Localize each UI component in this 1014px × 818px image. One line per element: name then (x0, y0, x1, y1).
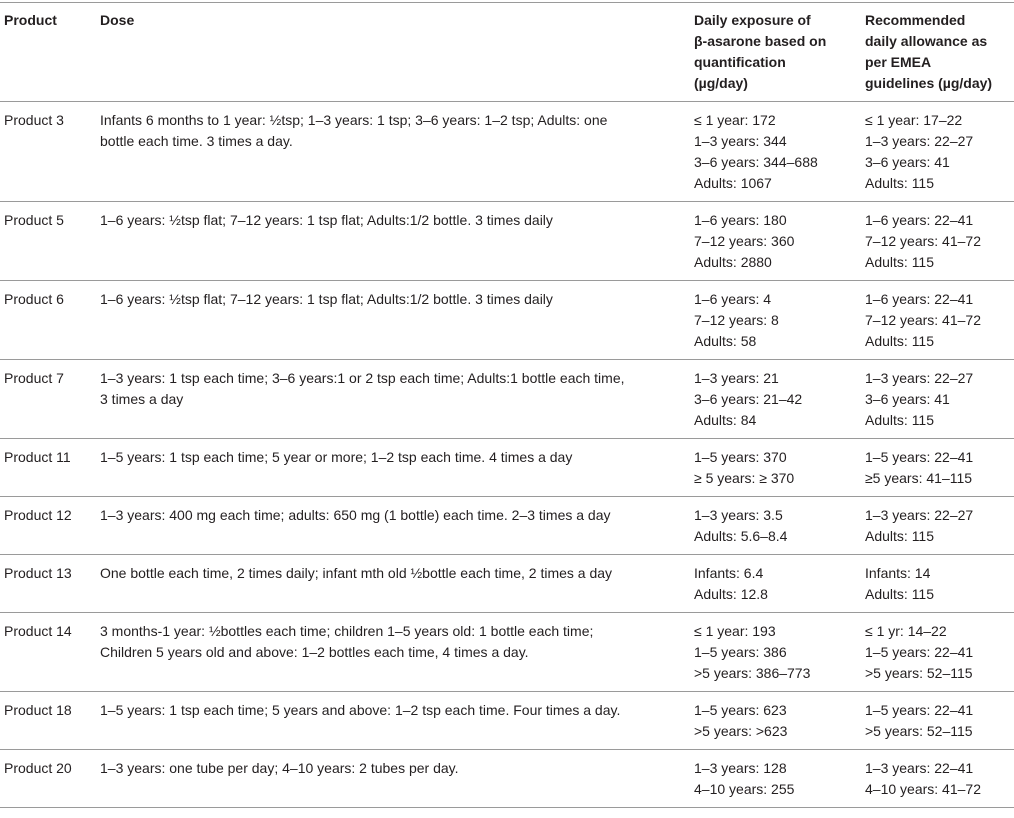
cell-line: 1–6 years: 4 (694, 291, 772, 307)
header-dose: Dose (100, 12, 135, 28)
cell-line: 1–5 years: 1 tsp each time; 5 years and above: 1–2 tsp each time. Four times a day. (100, 702, 621, 718)
dose-cell (100, 555, 694, 613)
table-row (0, 555, 1014, 613)
recommended-allowance-cell (865, 613, 1014, 692)
header-line: per EMEA (865, 54, 932, 70)
cell-line: Adults: 58 (694, 333, 757, 349)
cell-line: 1–6 years: 22–41 (865, 291, 974, 307)
header-line: daily allowance as (865, 33, 988, 49)
asarone-exposure-table (0, 2, 1014, 808)
daily-exposure-cell (694, 281, 865, 360)
table-row (0, 281, 1014, 360)
cell-line: Adults: 84 (694, 412, 757, 428)
recommended-allowance-cell (865, 202, 1014, 281)
recommended-allowance-cell (865, 439, 1014, 497)
table-row (0, 439, 1014, 497)
cell-line: Adults: 115 (865, 175, 935, 191)
table-row (0, 497, 1014, 555)
cell-line: One bottle each time, 2 times daily; infant mth old ½bottle each time, 2 times a day (100, 565, 613, 581)
recommended-allowance-cell (865, 360, 1014, 439)
recommended-allowance-cell (865, 750, 1014, 808)
daily-exposure-cell (694, 102, 865, 202)
cell-line: 1–5 years: 386 (694, 644, 787, 660)
daily-exposure-cell (694, 750, 865, 808)
product-cell: Product 20 (4, 760, 72, 776)
table-row (0, 360, 1014, 439)
product-cell: Product 6 (4, 291, 64, 307)
cell-line: 1–5 years: 22–41 (865, 702, 974, 718)
cell-line: Adults: 115 (865, 528, 935, 544)
table-row (0, 692, 1014, 750)
table-row (0, 102, 1014, 202)
cell-line: Infants: 6.4 (694, 565, 764, 581)
cell-line: Adults: 12.8 (694, 586, 768, 602)
cell-line: 3–6 years: 41 (865, 154, 950, 170)
daily-exposure-cell (694, 613, 865, 692)
cell-line: 7–12 years: 360 (694, 233, 795, 249)
cell-line: 7–12 years: 41–72 (865, 233, 981, 249)
cell-line: Infants: 14 (865, 565, 931, 581)
cell-line: 1–5 years: 623 (694, 702, 787, 718)
cell-line: 7–12 years: 8 (694, 312, 779, 328)
table-row (0, 750, 1014, 808)
daily-exposure-cell (694, 555, 865, 613)
cell-line: >5 years: 52–115 (865, 723, 973, 739)
cell-line: 3–6 years: 344–688 (694, 154, 818, 170)
cell-line: 1–3 years: 1 tsp each time; 3–6 years:1 or 2 tsp each time; Adults:1 bottle each time, (100, 370, 625, 386)
cell-line: Children 5 years old and above: 1–2 bottles each time, 4 times a day. (100, 644, 529, 660)
cell-line: 1–5 years: 1 tsp each time; 5 year or more; 1–2 tsp each time. 4 times a day (100, 449, 573, 465)
cell-line: 3–6 years: 41 (865, 391, 950, 407)
cell-line: ≤ 1 year: 17–22 (865, 112, 963, 128)
cell-line: 3–6 years: 21–42 (694, 391, 803, 407)
header-line: β-asarone based on (694, 33, 827, 49)
cell-line: Infants 6 months to 1 year: ½tsp; 1–3 years: 1 tsp; 3–6 years: 1–2 tsp; Adults: one (100, 112, 608, 128)
cell-line: bottle each time. 3 times a day. (100, 133, 293, 149)
cell-line: ≥ 5 years: ≥ 370 (694, 470, 795, 486)
cell-line: Adults: 115 (865, 412, 935, 428)
dose-cell (100, 497, 694, 555)
cell-line: 4–10 years: 255 (694, 781, 795, 797)
product-cell: Product 7 (4, 370, 64, 386)
cell-line: Adults: 2880 (694, 254, 772, 270)
cell-line: 1–3 years: 3.5 (694, 507, 783, 523)
header-daily-exposure (694, 3, 865, 102)
daily-exposure-cell (694, 439, 865, 497)
cell-line: 1–6 years: 180 (694, 212, 787, 228)
daily-exposure-cell (694, 202, 865, 281)
cell-line: 1–6 years: ½tsp flat; 7–12 years: 1 tsp flat; Adults:1/2 bottle. 3 times daily (100, 212, 553, 228)
product-cell: Product 14 (4, 623, 72, 639)
cell-line: 4–10 years: 41–72 (865, 781, 981, 797)
cell-line: 1–3 years: 22–41 (865, 760, 974, 776)
recommended-allowance-cell (865, 281, 1014, 360)
dose-cell (100, 613, 694, 692)
dose-cell (100, 439, 694, 497)
cell-line: ≤ 1 year: 193 (694, 623, 776, 639)
daily-exposure-cell (694, 497, 865, 555)
cell-line: 1–5 years: 22–41 (865, 449, 974, 465)
product-cell: Product 12 (4, 507, 72, 523)
product-cell: Product 3 (4, 112, 64, 128)
header-recommended-allowance (865, 3, 1014, 102)
recommended-allowance-cell (865, 102, 1014, 202)
cell-line: Adults: 115 (865, 586, 935, 602)
recommended-allowance-cell (865, 555, 1014, 613)
header-row (0, 3, 1014, 102)
cell-line: 1–3 years: one tube per day; 4–10 years: 2 tubes per day. (100, 760, 459, 776)
cell-line: 1–3 years: 22–27 (865, 507, 974, 523)
product-cell: Product 18 (4, 702, 72, 718)
dose-cell (100, 750, 694, 808)
cell-line: 1–5 years: 370 (694, 449, 787, 465)
cell-line: 1–3 years: 400 mg each time; adults: 650 mg (1 bottle) each time. 2–3 times a day (100, 507, 611, 523)
recommended-allowance-cell (865, 497, 1014, 555)
dose-cell (100, 281, 694, 360)
product-cell: Product 5 (4, 212, 64, 228)
product-cell: Product 11 (4, 449, 71, 465)
recommended-allowance-cell (865, 692, 1014, 750)
cell-line: Adults: 5.6–8.4 (694, 528, 788, 544)
cell-line: Adults: 115 (865, 333, 935, 349)
cell-line: 3 months-1 year: ½bottles each time; children 1–5 years old: 1 bottle each time; (100, 623, 594, 639)
daily-exposure-cell (694, 692, 865, 750)
header-line: (µg/day) (694, 75, 748, 91)
cell-line: 1–3 years: 22–27 (865, 370, 974, 386)
header-line: guidelines (µg/day) (865, 75, 993, 91)
header-line: quantification (694, 54, 786, 70)
cell-line: Adults: 1067 (694, 175, 772, 191)
cell-line: ≤ 1 yr: 14–22 (865, 623, 947, 639)
header-line: Recommended (865, 12, 966, 28)
header-line: Daily exposure of (694, 12, 811, 28)
cell-line: 1–3 years: 21 (694, 370, 779, 386)
cell-line: ≥5 years: 41–115 (865, 470, 973, 486)
daily-exposure-cell (694, 360, 865, 439)
dose-cell (100, 360, 694, 439)
header-product: Product (4, 12, 57, 28)
cell-line: 1–5 years: 22–41 (865, 644, 974, 660)
cell-line: 7–12 years: 41–72 (865, 312, 981, 328)
table-row (0, 202, 1014, 281)
cell-line: ≤ 1 year: 172 (694, 112, 776, 128)
cell-line: 1–6 years: ½tsp flat; 7–12 years: 1 tsp flat; Adults:1/2 bottle. 3 times daily (100, 291, 553, 307)
table-body (0, 102, 1014, 808)
cell-line: 1–3 years: 128 (694, 760, 787, 776)
cell-line: >5 years: >623 (694, 723, 788, 739)
product-cell: Product 13 (4, 565, 72, 581)
dose-cell (100, 202, 694, 281)
dose-cell (100, 102, 694, 202)
cell-line: 1–6 years: 22–41 (865, 212, 974, 228)
cell-line: >5 years: 386–773 (694, 665, 811, 681)
cell-line: >5 years: 52–115 (865, 665, 973, 681)
cell-line: Adults: 115 (865, 254, 935, 270)
cell-line: 1–3 years: 22–27 (865, 133, 974, 149)
cell-line: 1–3 years: 344 (694, 133, 787, 149)
table-row (0, 613, 1014, 692)
cell-line: 3 times a day (100, 391, 184, 407)
dose-cell (100, 692, 694, 750)
